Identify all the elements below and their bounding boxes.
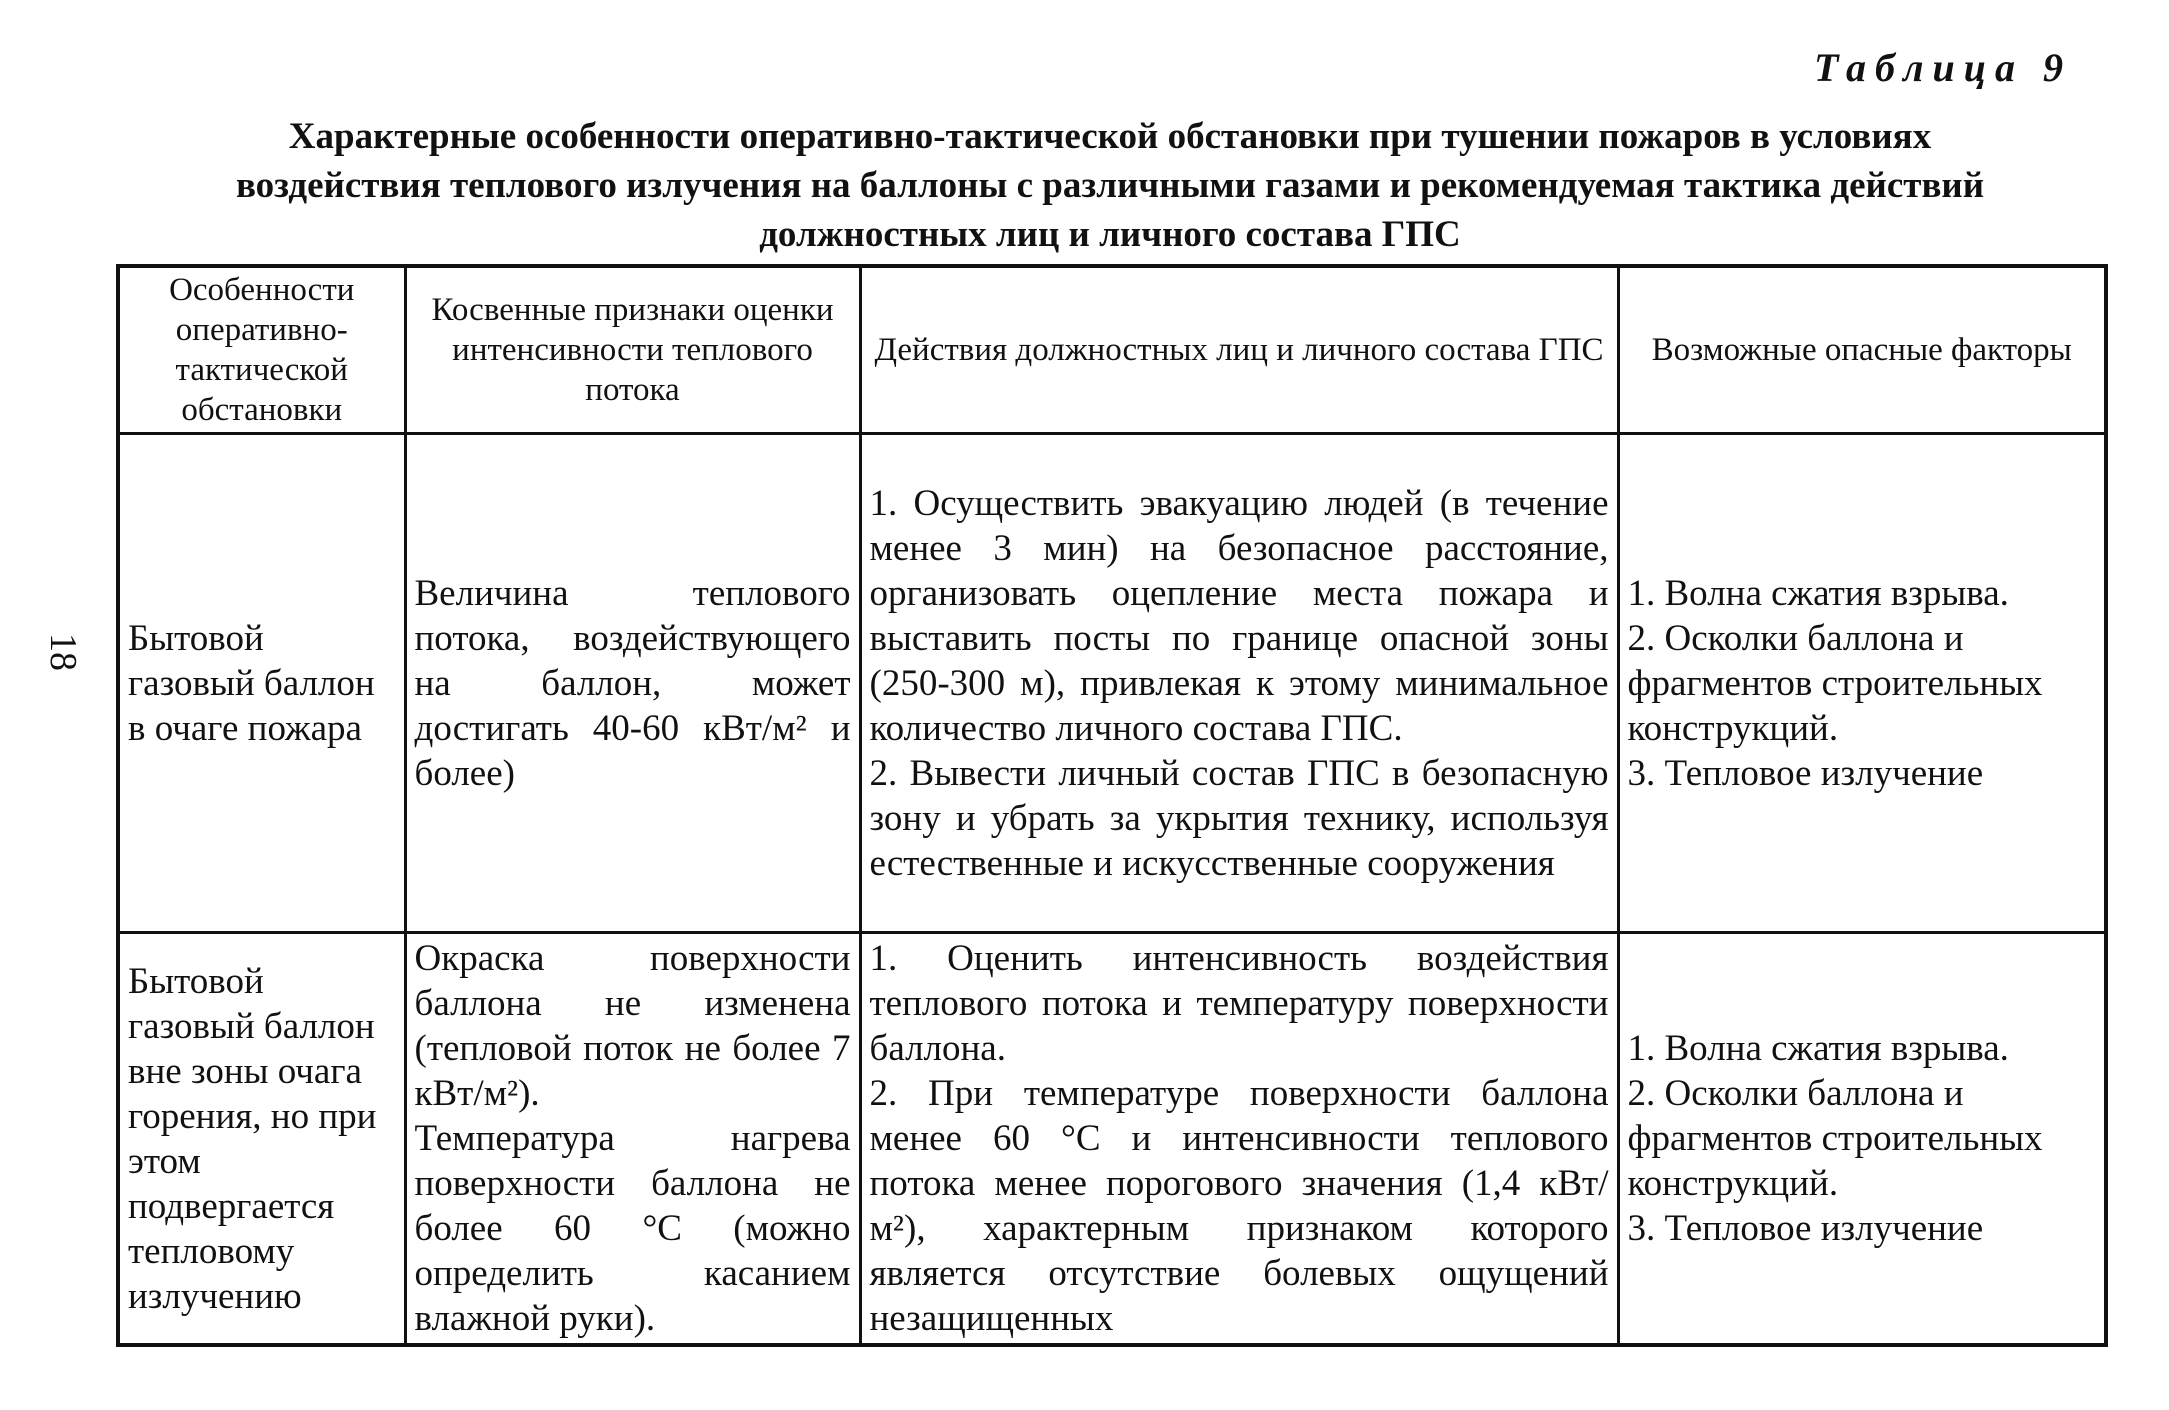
indicator-text: Температура нагрева поверхности баллона не более 60 °С (можно определить касанием влажной руки).: [414, 1118, 851, 1339]
header-situation: Особенности оперативно-тактической обстановки: [118, 266, 405, 434]
table-title: [120, 112, 2100, 259]
hazard-item: 3. Тепловое излучение: [1627, 1208, 1984, 1249]
table-row: [118, 933, 2106, 1346]
actions-cell: [860, 933, 1618, 1346]
hazard-item: 3. Тепловое излучение: [1627, 752, 1984, 794]
hazards-cell: [1618, 933, 2106, 1346]
situation-cell: Бытовой газовый баллон в очаге пожара: [118, 434, 405, 933]
header-hazards: Возможные опасные факторы: [1618, 266, 2106, 434]
table-header-row: [118, 266, 2106, 434]
hazards-cell: [1618, 434, 2106, 933]
action-item: 1. Оценить интенсивность воздействия теплового потока и температуру поверхности баллона.: [869, 938, 1609, 1069]
action-item: 2. Вывести личный состав ГПС в безопасную зону и убрать за укрытия технику, используя естественные и искусственные сооружения: [869, 752, 1609, 884]
indicators-cell: [405, 434, 860, 933]
hazard-item: 1. Волна сжатия взрыва.: [1627, 572, 2009, 614]
title-line: воздействия теплового излучения на баллоны с различными газами и рекомендуемая тактика действий: [235, 165, 1985, 206]
hazard-item: 2. Осколки баллона и фрагментов строительных конструкций.: [1627, 617, 2043, 749]
situation-cell: Бытовой газовый баллон вне зоны очага горения, но при этом подвергается тепловому излучению: [118, 933, 405, 1346]
hazard-item: 2. Осколки баллона и фрагментов строительных конструкций.: [1627, 1073, 2043, 1204]
page-number: 18: [42, 633, 84, 671]
action-item: 1. Осуществить эвакуацию людей (в течение менее 3 мин) на безопасное расстояние, организовать оцепление места пожара и выставить посты по границе опасной зоны (250-300 м), привлекая к этому минимальное количество личного состава ГПС.: [869, 482, 1609, 749]
header-actions: Действия должностных лиц и личного состава ГПС: [860, 266, 1618, 434]
actions-cell: [860, 434, 1618, 933]
title-line: Характерные особенности оперативно-тактической обстановки при тушении пожаров в условиях: [288, 116, 1932, 157]
table-label: Таблица 9: [1814, 45, 2072, 90]
header-indicators: Косвенные признаки оценки интенсивности теплового потока: [405, 266, 860, 434]
indicator-text: Окраска поверхности баллона не изменена (тепловой поток не более 7 кВт/м²).: [414, 938, 851, 1114]
indicator-text: Величина теплового потока, воздействующего на баллон, может достигать 40-60 кВт/м² и более): [414, 572, 851, 794]
indicators-cell: [405, 933, 860, 1346]
data-table: [116, 264, 2108, 1347]
title-line: должностных лиц и личного состава ГПС: [759, 214, 1461, 255]
hazard-item: 1. Волна сжатия взрыва.: [1627, 1028, 2009, 1069]
table-row: [118, 434, 2106, 933]
action-item: 2. При температуре поверхности баллона менее 60 °С и интенсивности теплового потока менее порогового значения (1,4 кВт/м²), характерным признаком которого является отсутствие болевых ощущений незащищенных: [869, 1073, 1609, 1339]
